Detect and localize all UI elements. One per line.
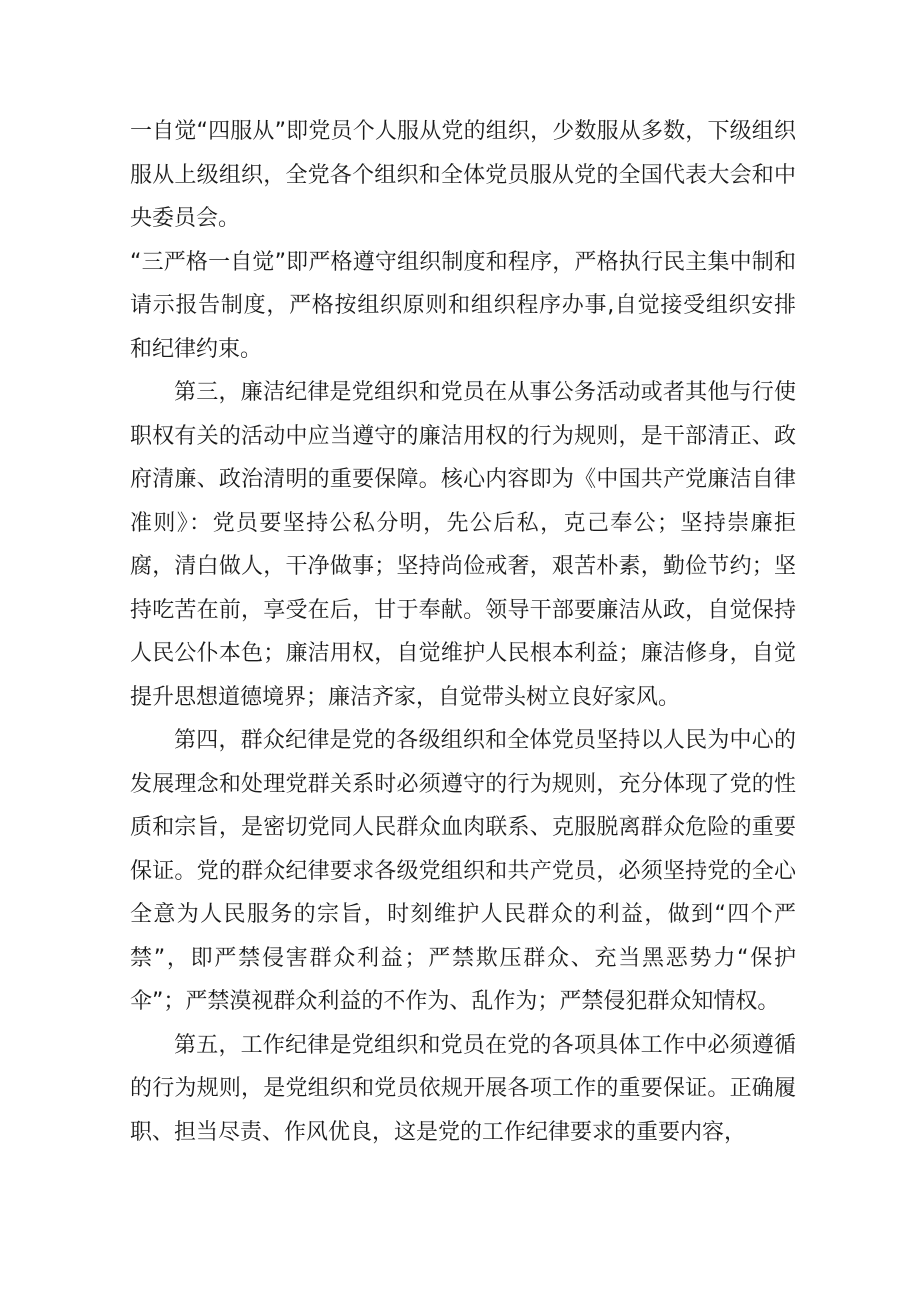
document-body [130,110,796,1154]
paragraph-mass-discipline: 第四，群众纪律是党的各级组织和全体党员坚持以人民为中心的发展理念和处理党群关系时必须遵守的行为规则，充分体现了党的性质和宗旨，是密切党同人民群众血肉联系、克服脱离群众危险的重要保证。党的群众纪律要求各级党组织和共产党员，必须坚持党的全心全意为人民服务的宗旨，时刻维护人民群众的利益，做到“四个严禁”，即严禁侵害群众利益；严禁欺压群众、充当黑恶势力“保护伞”；严禁漠视群众利益的不作为、乱作为；严禁侵犯群众知情权。 [130,728,796,1014]
paragraph-four-obediences: 一自觉“四服从”即党员个人服从党的组织，少数服从多数，下级组织服从上级组织，全党各个组织和全体党员服从党的全国代表大会和中央委员会。 [130,119,796,231]
paragraph-work-discipline: 第五，工作纪律是党组织和党员在党的各项具体工作中必须遵循的行为规则，是党组织和党员依规开展各项工作的重要保证。正确履职、担当尽责、作风优良，这是党的工作纪律要求的重要内容， [130,1032,796,1145]
paragraph-integrity-discipline: 第三，廉洁纪律是党组织和党员在从事公务活动或者其他与行使职权有关的活动中应当遵守的廉洁用权的行为规则，是干部清正、政府清廉、政治清明的重要保障。核心内容即为《中国共产党廉洁自律准则》：党员要坚持公私分明，先公后私，克己奉公；坚持崇廉拒腐，清白做人，干净做事；坚持尚俭戒奢，艰苦朴素，勤俭节约；坚持吃苦在前，享受在后，甘于奉献。领导干部要廉洁从政，自觉保持人民公仆本色；廉洁用权，自觉维护人民根本利益；廉洁修身，自觉提升思想道德境界；廉洁齐家，自觉带头树立良好家风。 [130,380,796,710]
paragraph-three-strict-one-conscious: “三严格一自觉”即严格遵守组织制度和程序，严格执行民主集中制和请示报告制度，严格按组织原则和组织程序办事,自觉接受组织安排和纪律约束。 [130,249,796,362]
